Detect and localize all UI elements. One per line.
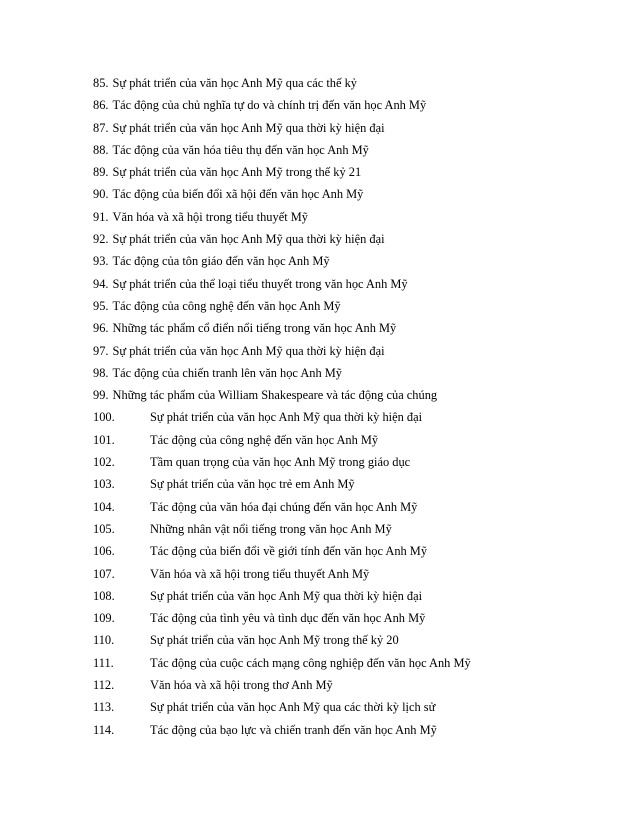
list-item: [93, 429, 593, 451]
item-text: Sự phát triển của văn học trẻ em Anh Mỹ: [150, 477, 355, 492]
item-text: Sự phát triển của văn học Anh Mỹ trong thế kỷ 20: [150, 633, 399, 648]
item-number: 95.: [93, 298, 109, 313]
list-item: [93, 161, 593, 183]
item-number: 97.: [93, 343, 109, 358]
item-number: 108.: [93, 588, 115, 603]
list-item: [93, 719, 593, 741]
item-number: 111.: [93, 655, 114, 670]
item-number: 105.: [93, 521, 115, 536]
list-item: [93, 72, 593, 94]
item-number: 89.: [93, 165, 109, 180]
list-item: [93, 496, 593, 518]
item-text: Tác động của biến đổi về giới tính đến văn học Anh Mỹ: [150, 544, 428, 559]
list-item: [93, 607, 593, 629]
item-number: 91.: [93, 209, 109, 224]
item-text: Sự phát triển của văn học Anh Mỹ qua các thế kỷ: [112, 76, 357, 90]
list-item: [93, 451, 593, 473]
item-text: Tác động của công nghệ đến văn học Anh Mỹ: [112, 298, 341, 313]
list-item: [93, 273, 593, 295]
item-number: 112.: [93, 678, 115, 693]
item-number: 113.: [93, 700, 115, 715]
item-number: 99.: [93, 388, 109, 403]
list-item: [93, 384, 593, 406]
item-number: 114.: [93, 722, 115, 737]
item-text: Sự phát triển của văn học Anh Mỹ trong thế kỷ 21: [112, 165, 362, 180]
item-text: Văn hóa và xã hội trong tiểu thuyết Mỹ: [112, 209, 308, 224]
list-item: [93, 206, 593, 228]
topic-list: [93, 72, 593, 741]
item-number: 90.: [93, 187, 109, 202]
item-text: Tác động của chủ nghĩa tự do và chính trị đến văn học Anh Mỹ: [112, 98, 427, 113]
list-item: [93, 540, 593, 562]
list-item: [93, 362, 593, 384]
list-item: [93, 250, 593, 272]
item-number: 101.: [93, 432, 115, 447]
item-text: Sự phát triển của văn học Anh Mỹ qua thời kỳ hiện đại: [112, 343, 385, 358]
item-text: Sự phát triển của văn học Anh Mỹ qua thời kỳ hiện đại: [150, 588, 423, 603]
item-number: 109.: [93, 611, 115, 626]
list-item: [93, 585, 593, 607]
list-item: [93, 317, 593, 339]
item-text: Tác động của công nghệ đến văn học Anh Mỹ: [150, 432, 379, 447]
item-number: 106.: [93, 544, 115, 559]
item-number: 92.: [93, 232, 109, 247]
item-number: 86.: [93, 98, 109, 113]
item-number: 93.: [93, 254, 109, 269]
item-number: 107.: [93, 566, 115, 581]
item-text: Sự phát triển của văn học Anh Mỹ qua thời kỳ hiện đại: [112, 232, 385, 247]
item-text: Văn hóa và xã hội trong thơ Anh Mỹ: [150, 678, 333, 693]
item-text: Tác động của tôn giáo đến văn học Anh Mỹ: [112, 254, 330, 269]
list-item: [93, 652, 593, 674]
item-number: 110.: [93, 633, 115, 648]
item-text: Tác động của biến đổi xã hội đến văn học Anh Mỹ: [112, 187, 364, 202]
list-item: [93, 563, 593, 585]
item-number: 94.: [93, 276, 109, 291]
list-item: [93, 94, 593, 116]
item-number: 104.: [93, 499, 115, 514]
item-number: 103.: [93, 477, 115, 492]
item-text: Sự phát triển của văn học Anh Mỹ qua thời kỳ hiện đại: [112, 120, 385, 135]
item-number: 102.: [93, 455, 115, 470]
item-number: 98.: [93, 365, 109, 380]
item-text: Tác động của chiến tranh lên văn học Anh Mỹ: [112, 365, 342, 380]
list-item: [93, 696, 593, 718]
item-number: 87.: [93, 120, 109, 135]
list-item: [93, 473, 593, 495]
item-text: Sự phát triển của văn học Anh Mỹ qua các thời kỳ lịch sử: [150, 700, 436, 715]
list-item: [93, 295, 593, 317]
item-text: Tác động của văn hóa đại chúng đến văn học Anh Mỹ: [150, 499, 418, 514]
list-item: [93, 183, 593, 205]
list-item: [93, 518, 593, 540]
item-text: Sự phát triển của thể loại tiểu thuyết trong văn học Anh Mỹ: [112, 276, 408, 291]
list-item: [93, 139, 593, 161]
list-item: [93, 117, 593, 139]
item-text: Tầm quan trọng của văn học Anh Mỹ trong giáo dục: [150, 455, 411, 470]
item-number: 96.: [93, 321, 109, 336]
item-text: Sự phát triển của văn học Anh Mỹ qua thời kỳ hiện đại: [150, 410, 423, 425]
list-item: [93, 674, 593, 696]
list-item: [93, 406, 593, 428]
list-item: [93, 228, 593, 250]
item-number: 100.: [93, 410, 115, 425]
list-item: [93, 340, 593, 362]
list-item: [93, 629, 593, 651]
item-text: Những tác phẩm cổ điển nổi tiếng trong văn học Anh Mỹ: [112, 321, 397, 336]
item-text: Tác động của cuộc cách mạng công nghiệp đến văn học Anh Mỹ: [150, 655, 471, 670]
item-number: 85.: [93, 76, 109, 90]
item-text: Tác động của tình yêu và tình dục đến văn học Anh Mỹ: [150, 611, 426, 626]
item-text: Tác động của bạo lực và chiến tranh đến văn học Anh Mỹ: [150, 722, 437, 737]
item-text: Tác động của văn hóa tiêu thụ đến văn học Anh Mỹ: [112, 142, 369, 157]
item-text: Văn hóa và xã hội trong tiểu thuyết Anh Mỹ: [150, 566, 370, 581]
item-number: 88.: [93, 142, 109, 157]
item-text: Những nhân vật nổi tiếng trong văn học Anh Mỹ: [150, 521, 392, 536]
item-text: Những tác phẩm của William Shakespeare và tác động của chúng: [112, 388, 438, 403]
